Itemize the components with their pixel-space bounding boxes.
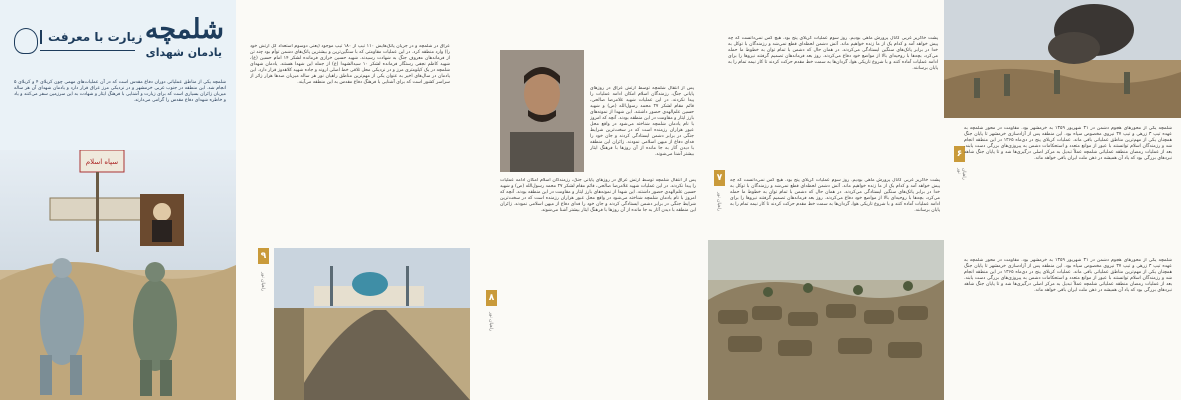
page-footer: راهیان نور [260, 272, 265, 292]
page-6 [944, 0, 1181, 400]
page-footer: راهیان نور [488, 312, 493, 332]
page-cover [0, 0, 236, 400]
page-number-badge: ۸ [486, 290, 497, 306]
article-text-top: پس از انتقال شلمچه توسط ارتش عراق در روزهای پایانی جنگ، رزمندگان اسلام امکان ادامه عملیات را پیدا نکردند. در این عملیات شهید غلامرضا صالحی، قائم مقام لشکر ۲۷ محمد رسول‌الله (ص) و شهید حسین علم‌الهدی حضور داشتند. این شهدا از نمونه‌های بارز ایثار و مقاومت در این منطقه بودند. آنچه که امروز با نام یادمان شلمچه شناخته می‌شود در واقع محل عبور هزاران رزمنده است که در سخت‌ترین شرایط جنگی در برابر دشمن ایستادگی کردند و جان خود را فدای دفاع از میهن اسلامی نمودند. زائران این منطقه با دیدن آثار به جا مانده از آن روزها با فرهنگ ایثار بیشتر آشنا می‌شوند. [590, 86, 694, 157]
page-number-badge: ۷ [714, 170, 725, 186]
page-number-badge: ۶ [954, 146, 965, 162]
sign-text: سپاه اسلام [85, 158, 119, 166]
explosion-illustration [944, 0, 1181, 118]
article-text: پس از انتقال شلمچه توسط ارتش عراق در روزهای پایانی جنگ، رزمندگان اسلام امکان ادامه عملیات را پیدا نکردند. در این عملیات شهید غلامرضا صالحی، قائم مقام لشکر ۲۷ محمد رسول‌الله (ص) و شهید حسین علم‌الهدی حضور داشتند. این شهدا از نمونه‌های بارز ایثار و مقاومت در این منطقه بودند. آنچه که امروز با نام یادمان شلمچه شناخته می‌شود در واقع محل عبور هزاران رزمنده است که در سخت‌ترین شرایط جنگی در برابر دشمن ایستادگی کردند و جان خود را فدای دفاع از میهن اسلامی نمودند. زائران این منطقه با دیدن آثار به جا مانده از آن روزها با فرهنگ ایثار بیشتر آشنا می‌شوند. [500, 178, 696, 213]
page-footer: راهیان نور [716, 192, 721, 212]
page-8 [472, 0, 708, 400]
article-text-continued: پشت خاکریز غربی کانال پرورش ماهی بودیم. روز سوم عملیات کربلای پنج بود. هیچ کس نمی‌دانست که چه پیش خواهد آمد و کدام یک از ما زنده خواهیم ماند. آتش دشمن لحظه‌ای قطع نمی‌شد و رزمندگان با توکل به خدا در برابر پاتک‌های سنگین ایستادگی می‌کردند. در همان حال که دشمن با تمام توان به خطوط ما حمله می‌کرد، بچه‌ها با روحیه‌ای بالا از مواضع خود دفاع می‌کردند. روز بعد فرماندهان تصمیم گرفتند نیروها را برای ادامه عملیات آماده کنند و با شروع تاریکی هوا، گردان‌ها به سمت خط مقدم حرکت کردند تا کار نیمه تمام را به پایان برسانند. [730, 178, 940, 213]
article-text: پشت خاکریز غربی کانال پرورش ماهی بودیم. روز سوم عملیات کربلای پنج بود. هیچ کس نمی‌دانست که چه پیش خواهد آمد و کدام یک از ما زنده خواهیم ماند. آتش دشمن لحظه‌ای قطع نمی‌شد و رزمندگان با توکل به خدا در برابر پاتک‌های سنگین ایستادگی می‌کردند. در همان حال که دشمن با تمام توان به خطوط ما حمله می‌کرد، بچه‌ها با روحیه‌ای بالا از مواضع خود دفاع می‌کردند. روز بعد فرماندهان تصمیم گرفتند نیروها را برای ادامه عملیات آماده کنند و با شروع تاریکی هوا، گردان‌ها به سمت خط مقدم حرکت کردند تا کار نیمه تمام را به پایان برسانند. [728, 36, 938, 71]
portrait-photo [500, 50, 584, 172]
section-title: زیارت با معرفت [40, 30, 142, 44]
page-footer: راهیان نور [956, 168, 966, 180]
page-9 [236, 0, 472, 400]
mosque-illustration [274, 248, 470, 400]
page-number-badge: ۹ [258, 248, 269, 264]
portrait-illustration [500, 50, 584, 172]
cover-photo [0, 150, 236, 400]
cover-photo-illustration [0, 150, 236, 400]
divider [40, 50, 135, 51]
explosion-photo [944, 0, 1181, 118]
mosque-photo [274, 248, 470, 400]
battle-illustration [708, 240, 944, 400]
masthead-subtitle: یادمان شهدای [145, 46, 222, 59]
emblem-icon [14, 28, 38, 54]
article-text: عراق در شلمچه و در جریان پاتک‌هایش ۱۱۰ تیپ از ۱۸۰ تیپ موجود (یعنی دوسوم استعداد کل ارتش خود را) وارد منطقه کرد. در این عملیات مقاومتی که با سنگین‌ترین و بیشترین پاتک‌های دشمن توأم بود چند تن از فرماندهان معروف جنگ به شهادت رسیدند. شهید حسین خرازی فرمانده لشکر ۱۴ امام حسین (ع)، شهید کاظم نجفی رستگار فرمانده لشکر ۱۰ سیدالشهدا (ع) از جمله این شهدا هستند. یادمان شهدای شلمچه در یک کیلومتری مرز و در نزدیکی محل تلاقی خط اصلی اروند و جاده شهید کلاهدوز قرار دارد. این یادمان در سال‌های اخیر به عنوان یکی از مهم‌ترین مناطق راهیان نور هر ساله میزبان صدها هزار زائر از سراسر کشور است که برای آشنایی با فرهنگ دفاع مقدس به این منطقه می‌آیند. [250, 44, 450, 85]
article-text: شلمچه یکی از محورهای هجوم دشمن در ۳۱ شهریور ۱۳۵۹ به خرمشهر بود. مقاومت در محور شلمچه به عهده تیپ ۳ زرهی و تیپ ۳۷ نیروی مخصوص سپاه بود. این منطقه پس از آزادسازی خرمشهر تا پایان جنگ همچنان یکی از مهم‌ترین مناطق عملیاتی باقی ماند. عملیات کربلای پنج در دی‌ماه ۱۳۶۵ در این منطقه انجام شد و رزمندگان اسلام توانستند با عبور از موانع متعدد و استحکامات دشمن به پیروزی‌های بزرگی دست یابند. بعد از عملیات رمضان منطقه عملیاتی شلمچه عملاً تبدیل به مرکز اصلی درگیری‌ها شد و تا پایان جنگ شاهد نبردهای بزرگی بود که یاد آن همیشه در ذهن ملت ایران باقی خواهد ماند. [964, 126, 1172, 161]
battle-photo [708, 240, 944, 400]
intro-text: شلمچه یکی از مناطق عملیاتی دوران دفاع مقدس است که در آن عملیات‌های مهمی چون کربلای ۴ و کربلای ۵ انجام شد. این منطقه در جنوب غربی خرمشهر و در نزدیکی مرز عراق قرار دارد و یادمان شهدای آن هر ساله میزبان زائران بسیاری است که برای زیارت و آشنایی با فرهنگ ایثار و شهادت به این سرزمین سفر می‌کنند و یاد و خاطره شهدای دفاع مقدس را گرامی می‌دارند. [14, 80, 226, 103]
masthead-title: شلمچه [144, 14, 224, 45]
article-text-continued: شلمچه یکی از محورهای هجوم دشمن در ۳۱ شهریور ۱۳۵۹ به خرمشهر بود. مقاومت در محور شلمچه به عهده تیپ ۳ زرهی و تیپ ۳۷ نیروی مخصوص سپاه بود. این منطقه پس از آزادسازی خرمشهر تا پایان جنگ همچنان یکی از مهم‌ترین مناطق عملیاتی باقی ماند. عملیات کربلای پنج در دی‌ماه ۱۳۶۵ در این منطقه انجام شد و رزمندگان اسلام توانستند با عبور از موانع متعدد و استحکامات دشمن به پیروزی‌های بزرگی دست یابند. بعد از عملیات رمضان منطقه عملیاتی شلمچه عملاً تبدیل به مرکز اصلی درگیری‌ها شد و تا پایان جنگ شاهد نبردهای بزرگی بود که یاد آن همیشه در ذهن ملت ایران باقی خواهد ماند. [964, 258, 1172, 293]
page-7 [708, 0, 944, 400]
masthead [40, 12, 230, 72]
